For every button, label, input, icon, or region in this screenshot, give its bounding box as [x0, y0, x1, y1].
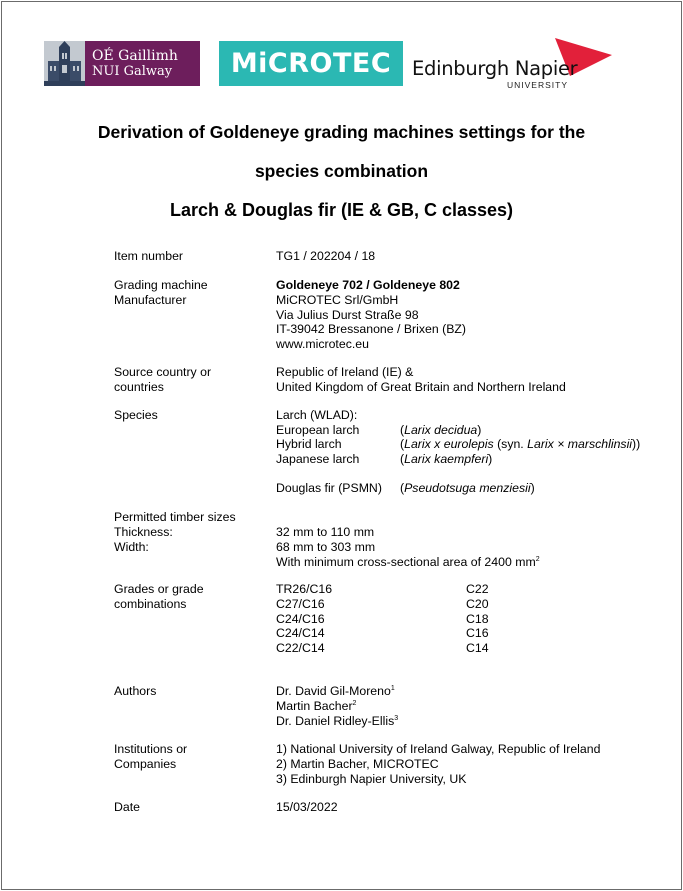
institution-entry: 2) Martin Bacher, MICROTEC: [276, 756, 439, 771]
nui-galway-logo: [44, 41, 200, 86]
author-name: Martin Bacher$^2$: [276, 698, 357, 713]
thickness-value: 32 mm to 110 mm: [276, 525, 375, 539]
species-common-name: Hybrid larch: [276, 437, 342, 451]
edinburgh-napier-logo: [410, 38, 615, 93]
area-note: With minimum cross-sectional area of 2400 $mm^2$: [276, 554, 540, 569]
grade-combination: TR26/C16: [276, 582, 333, 596]
single-grade: C18: [466, 611, 489, 626]
timber-sizes-heading: Permitted timber sizes: [114, 510, 236, 524]
species-common-name: Japanese larch: [276, 452, 360, 466]
single-grade: C16: [466, 626, 489, 641]
institutions-list: [276, 742, 600, 786]
douglas-fir-latin-name: (Pseudotsuga menziesii): [400, 481, 535, 495]
item-number-label: Item number: [114, 249, 184, 263]
galway-logo-line2: NUI Galway: [92, 63, 173, 79]
manufacturer-line: Via Julius Durst Straße 98: [276, 307, 419, 322]
single-grade: C14: [466, 641, 489, 656]
single-grades-list: [466, 582, 489, 656]
thickness-label: Thickness:: [114, 524, 173, 539]
galway-quadrangle-icon: [44, 41, 85, 86]
title-line-1: Derivation of Goldeneye grading machines settings for the: [97, 122, 586, 142]
source-label-line2: countries: [114, 379, 164, 394]
timber-sizes-label: [114, 510, 236, 554]
manufacturer-line: MiCROTEC Srl/GmbH: [276, 292, 399, 307]
species-latin-name: (Larix kaempferi): [400, 452, 493, 466]
microtec-logo: [219, 41, 403, 86]
institutions-label-line2: Companies: [114, 756, 177, 771]
manufacturer-line: IT-39042 Bressanone / Brixen (BZ): [276, 322, 467, 337]
grades-label-line1: Grades or grade: [114, 582, 204, 596]
source-line2: United Kingdom of Great Britain and Northern Ireland: [276, 379, 566, 394]
grade-combination: C24/C14: [276, 626, 325, 641]
institution-entry: 3) Edinburgh Napier University, UK: [276, 771, 467, 786]
institution-entry: 1) National University of Ireland Galway, Republic of Ireland: [276, 742, 601, 756]
grading-machine-model: Goldeneye 702 / Goldeneye 802: [276, 278, 460, 292]
single-grade: C20: [466, 596, 489, 611]
grading-machine-label-line1: Grading machine: [114, 278, 208, 292]
source-country-label: [114, 365, 211, 395]
width-label: Width:: [114, 539, 149, 554]
item-number-value: TG1 / 202204 / 18: [276, 249, 376, 263]
grade-combination: C22/C14: [276, 641, 325, 656]
species-latin-name: (Larix x eurolepis (syn. Larix × marschlinsii)): [400, 437, 641, 451]
institutions-label: [114, 742, 187, 772]
grades-label: [114, 582, 204, 612]
title-line-2: species combination: [254, 161, 429, 181]
source-label-line1: Source country or: [114, 365, 212, 379]
source-line1: Republic of Ireland (IE) &: [276, 365, 414, 379]
institutions-label-line1: Institutions or: [114, 742, 188, 756]
date-label: Date: [114, 800, 140, 814]
date-value: 15/03/2022: [276, 800, 338, 814]
grade-combination: C24/C16: [276, 611, 325, 626]
microtec-logo-text: MiCROTEC: [230, 48, 392, 79]
authors-label: Authors: [114, 684, 157, 698]
manufacturer-label: Manufacturer: [114, 292, 187, 307]
author-name: Dr. David Gil-Moreno$^1$: [276, 684, 395, 698]
grading-machine-value: [276, 278, 466, 352]
title-line-3: Larch & Douglas fir (IE & GB, C classes): [169, 200, 514, 220]
grades-label-line2: combinations: [114, 596, 187, 611]
species-latin-name: (Larix decidua): [400, 423, 482, 437]
species-label: Species: [114, 408, 158, 422]
authors-list: [276, 684, 398, 728]
grade-combinations-list: [276, 582, 332, 656]
width-value: 68 mm to 303 mm: [276, 539, 376, 554]
grading-machine-label: [114, 278, 208, 308]
species-group: Larch (WLAD):: [276, 408, 358, 422]
napier-logo-name: Edinburgh Napier: [412, 57, 578, 80]
galway-logo-line1: OÉ Gaillimh: [92, 47, 178, 64]
grade-combination: C27/C16: [276, 596, 325, 611]
author-name: Dr. Daniel Ridley-Ellis$^3$: [276, 713, 399, 728]
napier-logo-university: UNIVERSITY: [507, 80, 569, 90]
species-common-name: European larch: [276, 423, 360, 437]
timber-sizes-value: [276, 525, 540, 569]
manufacturer-line: www.microtec.eu: [276, 337, 369, 352]
douglas-fir-common-name: Douglas fir (PSMN): [276, 481, 382, 495]
single-grade: C22: [466, 582, 489, 596]
source-country-value: [276, 365, 566, 395]
